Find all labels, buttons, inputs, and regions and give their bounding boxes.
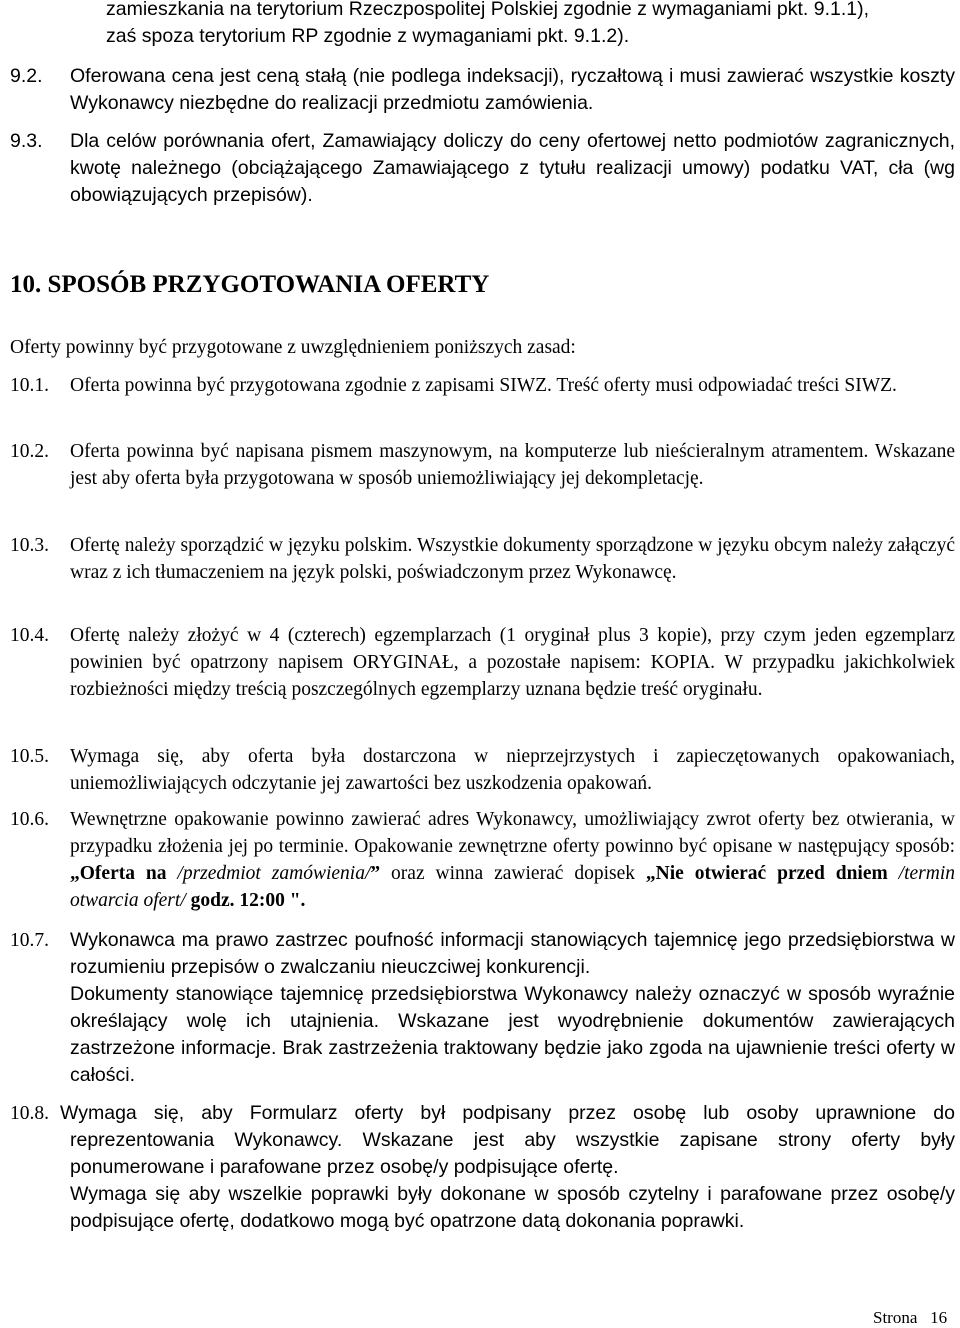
opening-date-placeholder: /termin otwarcia ofert/ <box>70 863 956 911</box>
item-text: Ofertę należy sporządzić w języku polskim. Wszystkie dokumenty sporządzone w języku obcym należy załączyć wraz z ich tłumaczeniem na język polski, poświadczonym przez Wykonawcę. <box>70 535 955 583</box>
quote-close-1: ” <box>370 863 381 884</box>
item-10-6 <box>10 806 955 914</box>
section-heading: 10. SPOSÓB PRZYGOTOWANIA OFERTY <box>10 271 490 298</box>
offer-label: Oferta na <box>79 863 167 884</box>
item-text: Ofertę należy złożyć w 4 (czterech) egzemplarzach (1 oryginał plus 3 kopie), przy czym jeden egzemplarz powinien być opatrzony napisem ORYGINAŁ, a pozostałe napisem: KOPIA. W przypadku jakichkolwiek rozbieżności między treścią poszczególnych egzemplarzy uznana będzie treść oryginału. <box>70 625 955 700</box>
item-number: 10.8. <box>10 1103 49 1124</box>
item-number: 9.2. <box>10 65 43 87</box>
item-text-mid: oraz winna zawierać dopisek <box>380 863 646 884</box>
page-footer <box>873 1308 947 1328</box>
item-text <box>70 806 955 914</box>
item-number: 9.3. <box>10 130 43 152</box>
item-text: Oferta powinna być przygotowana zgodnie z zapisami SIWZ. Treść oferty musi odpowiadać treści SIWZ. <box>70 375 897 396</box>
item-10-8 <box>10 1100 955 1235</box>
item-text: Wykonawca ma prawo zastrzec poufność informacji stanowiących tajemnicę jego przedsiębiorstwa w rozumieniu przepisów o zwalczaniu nieuczciwej konkurencji. <box>70 929 955 978</box>
item-10-2 <box>10 438 955 492</box>
item-9-3 <box>10 128 955 209</box>
item-number: 10.4. <box>10 625 49 646</box>
item-text-continued: Wymaga się aby wszelkie poprawki były dokonane w sposób czytelny i parafowane przez osobę/y podpisujące ofertę, dodatkowo mogą być opatrzone datą dokonania poprawki. <box>70 1183 955 1232</box>
quote-open-2: „ <box>645 863 656 884</box>
continuation-line-1: zamieszkania na terytorium Rzeczpospolitej Polskiej zgodnie z wymaganiami pkt. 9.1.1), <box>106 0 870 20</box>
item-number: 10.3. <box>10 535 49 556</box>
continuation-text <box>106 0 956 50</box>
item-10-5 <box>10 743 955 797</box>
subject-placeholder: /przedmiot zamówienia/ <box>166 863 371 884</box>
item-number: 10.1. <box>10 375 49 396</box>
item-text: Oferta powinna być napisana pismem maszynowym, na komputerze lub nieścieralnym atramentem. Wskazane jest aby oferta była przygotowana w sposób uniemożliwiający jej dekompletację. <box>70 441 955 489</box>
item-10-3 <box>10 532 955 586</box>
item-10-7 <box>10 927 955 1089</box>
item-text: Oferowana cena jest ceną stałą (nie podlega indeksacji), ryczałtową i musi zawierać wszystkie koszty Wykonawcy niezbędne do realizacji przedmiotu zamówienia. <box>70 65 955 114</box>
continuation-line-2: zaś spoza terytorium RP zgodnie z wymaganiami pkt. 9.1.2). <box>106 25 630 47</box>
item-text: Wymaga się, aby Formularz oferty był podpisany przez osobę lub osoby uprawnione do reprezentowania Wykonawcy. Wskazane jest aby wszystkie zapisane strony oferty były ponumerowane i parafowane przez osobę/y podpisujące ofertę. <box>60 1102 955 1178</box>
page-number: 16 <box>930 1308 948 1327</box>
opening-time: godz. 12:00 ". <box>185 890 306 911</box>
item-10-1 <box>10 372 955 399</box>
item-number: 10.2. <box>10 441 49 462</box>
item-number: 10.5. <box>10 746 49 767</box>
item-text-continued: Dokumenty stanowiące tajemnicę przedsiębiorstwa Wykonawcy należy oznaczyć w sposób wyraźnie określający wolę ich utajnienia. Wskazane jest wyodrębnienie dokumentów zawierających zastrzeżone informacje. Brak zastrzeżenia traktowany będzie jako zgoda na ujawnienie treści oferty w całości. <box>70 983 955 1086</box>
item-text-plain: Wewnętrzne opakowanie powinno zawierać adres Wykonawcy, umożliwiający zwrot oferty bez otwierania, w przypadku złożenia jej po terminie. Opakowanie zewnętrzne oferty powinno być opisane w następujący sposób: <box>70 809 955 857</box>
item-number: 10.7. <box>10 930 49 951</box>
do-not-open-label: Nie otwierać przed dniem <box>655 863 888 884</box>
item-text: Wymaga się, aby oferta była dostarczona w nieprzejrzystych i zapieczętowanych opakowaniach, uniemożliwiających odczytanie jej zawartości bez uszkodzenia opakowań. <box>70 746 955 794</box>
item-10-4 <box>10 622 955 703</box>
item-9-2 <box>10 63 955 117</box>
section-intro: Oferty powinny być przygotowane z uwzględnieniem poniższych zasad: <box>10 337 576 358</box>
page-label: Strona <box>873 1308 918 1327</box>
item-number: 10.6. <box>10 809 49 830</box>
item-text: Dla celów porównania ofert, Zamawiający doliczy do ceny ofertowej netto podmiotów zagranicznych, kwotę należnego (obciążającego Zamawiającego z tytułu realizacji umowy) podatku VAT, cła (wg obowiązujących przepisów). <box>70 130 955 206</box>
quote-open-1: „ <box>70 863 80 884</box>
